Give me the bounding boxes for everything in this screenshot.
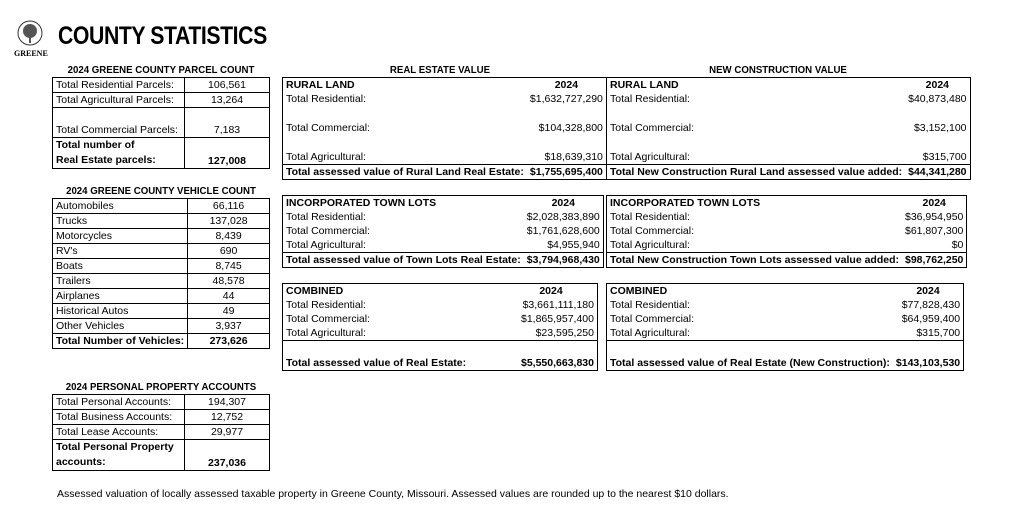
page-title: COUNTY STATISTICS — [58, 22, 267, 50]
table-row: Total Commercial: $61,807,300 — [610, 225, 964, 237]
tree-icon — [14, 20, 46, 48]
table-row: Total Agricultural: $18,639,310 — [283, 135, 607, 165]
footer-note: Assessed valuation of locally assessed taxable property in Greene County, Missouri. Assessed values are rounded up to the nearest $10 dollars. — [57, 488, 729, 500]
table-row: Total Residential: $36,954,950 — [610, 211, 964, 223]
table-row: Motorcycles 8,439 — [53, 229, 270, 244]
vehicle-caption: 2024 GREENE COUNTY VEHICLE COUNT — [66, 185, 256, 197]
table-row: Total Commercial: $1,865,957,400 — [286, 313, 594, 325]
personal-caption: 2024 PERSONAL PROPERTY ACCOUNTS — [65, 381, 257, 393]
section-header: RURAL LAND 2024 — [610, 79, 949, 91]
table-row: Total Commercial: $64,959,400 — [610, 313, 961, 325]
table-row: Total Agricultural: $315,700 — [607, 326, 964, 341]
table-row: Total Residential: $1,632,727,290 — [286, 93, 603, 105]
table-row: Total Residential: $77,828,430 — [610, 299, 961, 311]
table-row-total: Total assessed value of Real Estate (New Construction): $143,103,530 — [610, 357, 961, 369]
table-row-total: Total New Construction Rural Land assessed value added: $44,341,280 — [610, 166, 967, 178]
logo-text: GREENE — [14, 49, 48, 58]
table-row: Total Commercial: $3,152,100 — [610, 122, 967, 134]
vehicle-count-table — [52, 184, 270, 349]
table-row: Total Agricultural: $4,955,940 — [283, 238, 604, 253]
section-header: COMBINED 2024 — [286, 285, 563, 297]
table-row-total: Total assessed value of Rural Land Real Estate: $1,755,695,400 — [286, 166, 603, 178]
personal-property-table — [52, 380, 270, 471]
county-logo — [14, 20, 46, 56]
table-row-total: Total Number of Vehicles: 273,626 — [53, 334, 270, 349]
new-construction-caption: NEW CONSTRUCTION VALUE — [709, 64, 847, 76]
table-row: Total Business Accounts: 12,752 — [53, 410, 270, 425]
table-row: Total Residential: $3,661,111,180 — [286, 299, 594, 311]
table-row: Total Commercial Parcels: 7,183 — [53, 108, 270, 138]
real-estate-caption: REAL ESTATE VALUE — [389, 64, 491, 76]
table-row-total: Total assessed value of Town Lots Real Estate: $3,794,968,430 — [286, 254, 600, 266]
table-row: Total Agricultural: $315,700 — [607, 135, 971, 165]
table-row-total: Total Personal Property accounts: 237,036 — [53, 440, 270, 471]
table-row: Other Vehicles 3,937 — [53, 319, 270, 334]
table-row: Trailers 48,578 — [53, 274, 270, 289]
table-row: Boats 8,745 — [53, 259, 270, 274]
real-estate-value-table — [282, 63, 603, 371]
table-row: Historical Autos 49 — [53, 304, 270, 319]
table-row-total: Total New Construction Town Lots assessed value added: $98,762,250 — [610, 254, 964, 266]
table-row: Airplanes 44 — [53, 289, 270, 304]
parcel-count-table — [52, 63, 270, 169]
new-construction-value-table — [606, 63, 967, 371]
table-row-total: Total assessed value of Real Estate: $5,550,663,830 — [286, 357, 594, 369]
table-row: Total Commercial: $1,761,628,600 — [286, 225, 600, 237]
table-row: Total Personal Accounts: 194,307 — [53, 395, 270, 410]
parcel-caption: 2024 GREENE COUNTY PARCEL COUNT — [67, 64, 255, 76]
table-row: Total Commercial: $104,328,800 — [286, 122, 603, 134]
table-row-total: Total number of Real Estate parcels: 127,008 — [53, 138, 270, 169]
table-row: Total Residential Parcels: 106,561 — [53, 78, 270, 93]
table-row: Total Residential: $2,028,383,890 — [286, 211, 600, 223]
table-row: Automobiles 66,116 — [53, 199, 270, 214]
section-header: INCORPORATED TOWN LOTS 2024 — [286, 197, 575, 209]
section-header: COMBINED 2024 — [610, 285, 940, 297]
section-header: INCORPORATED TOWN LOTS 2024 — [610, 197, 946, 209]
table-row: Total Lease Accounts: 29,977 — [53, 425, 270, 440]
table-row: Total Residential: $40,873,480 — [610, 93, 967, 105]
table-row: Total Agricultural Parcels: 13,264 — [53, 93, 270, 108]
table-row: Total Agricultural: $0 — [607, 238, 967, 253]
section-header: RURAL LAND 2024 — [286, 79, 579, 91]
table-row: Total Agricultural: $23,595,250 — [283, 326, 598, 341]
table-row: Trucks 137,028 — [53, 214, 270, 229]
table-row: RV's 690 — [53, 244, 270, 259]
